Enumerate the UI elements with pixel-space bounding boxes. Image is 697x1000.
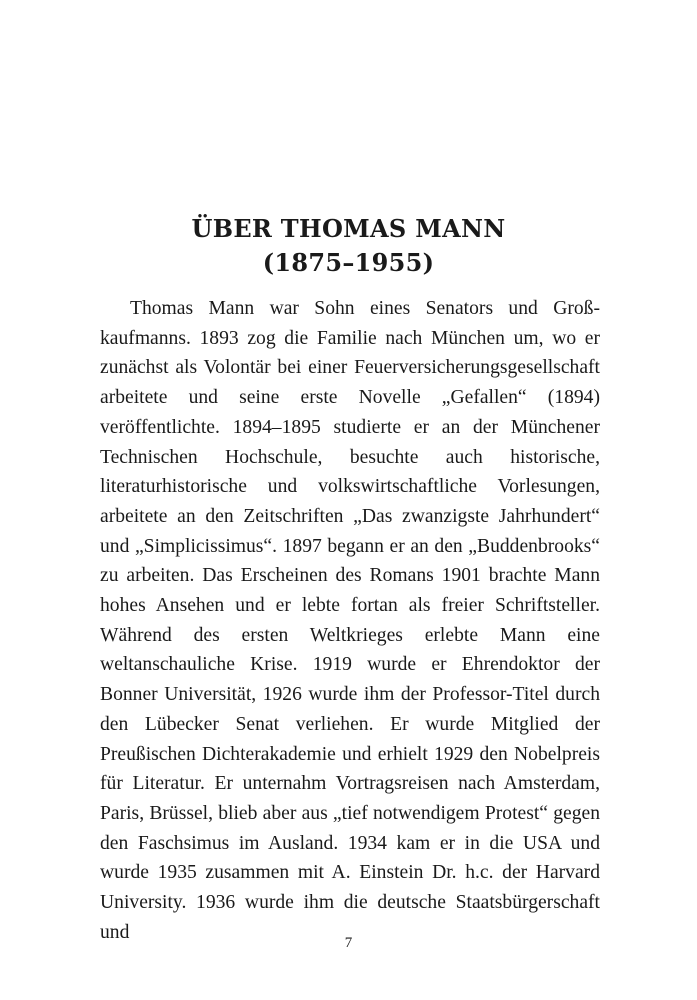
chapter-heading: [90, 214, 607, 278]
page-number: 7: [344, 935, 353, 951]
body-paragraph: Thomas Mann war Sohn eines Senators und Großkaufmanns. 1893 zog die Familie nach München um, wo er zunächst als Volontär bei einer Feuerversicherungsgesellschaft arbeitete und seine erste Novelle „Gefallen“ (1894) veröffentlichte. 1894–1895 studierte er an der Münchener Technischen Hochschule, besuchte auch historische, literaturhistorische und volkswirtschaftliche Vorlesungen, arbeitete an den Zeitschriften „Das zwanzigste Jahrhundert“ und „Simplicissimus“. 1897 begann er an den „Buddenbrooks“ zu arbeiten. Das Erscheinen des Romans 1901 brachte Mann hohes Ansehen und er lebte fortan als freier Schriftsteller. Während des ersten Weltkrieges erlebte Mann eine weltanschauliche Krise. 1919 wurde er Ehrendoktor der Bonner Universität, 1926 wurde ihm der Professor-Titel durch den Lübecker Senat verliehen. Er wurde Mitglied der Preußischen Dichterakademie und erhielt 1929 den Nobelpreis für Literatur. Er unternahm Vortragsreisen nach Amsterdam, Paris, Brüssel, blieb aber aus „tief notwendigem Protest“ gegen den Faschsimus im Ausland. 1934 kam er in die USA und wurde 1935 zusammen mit A. Einstein Dr. h.c. der Harvard University. 1936 wurde ihm die deutsche Staatsbürgerschaft und: [100, 298, 600, 943]
chapter-title: ÜBER THOMAS MANN: [191, 214, 506, 243]
chapter-years: (1875–1955): [262, 248, 435, 277]
